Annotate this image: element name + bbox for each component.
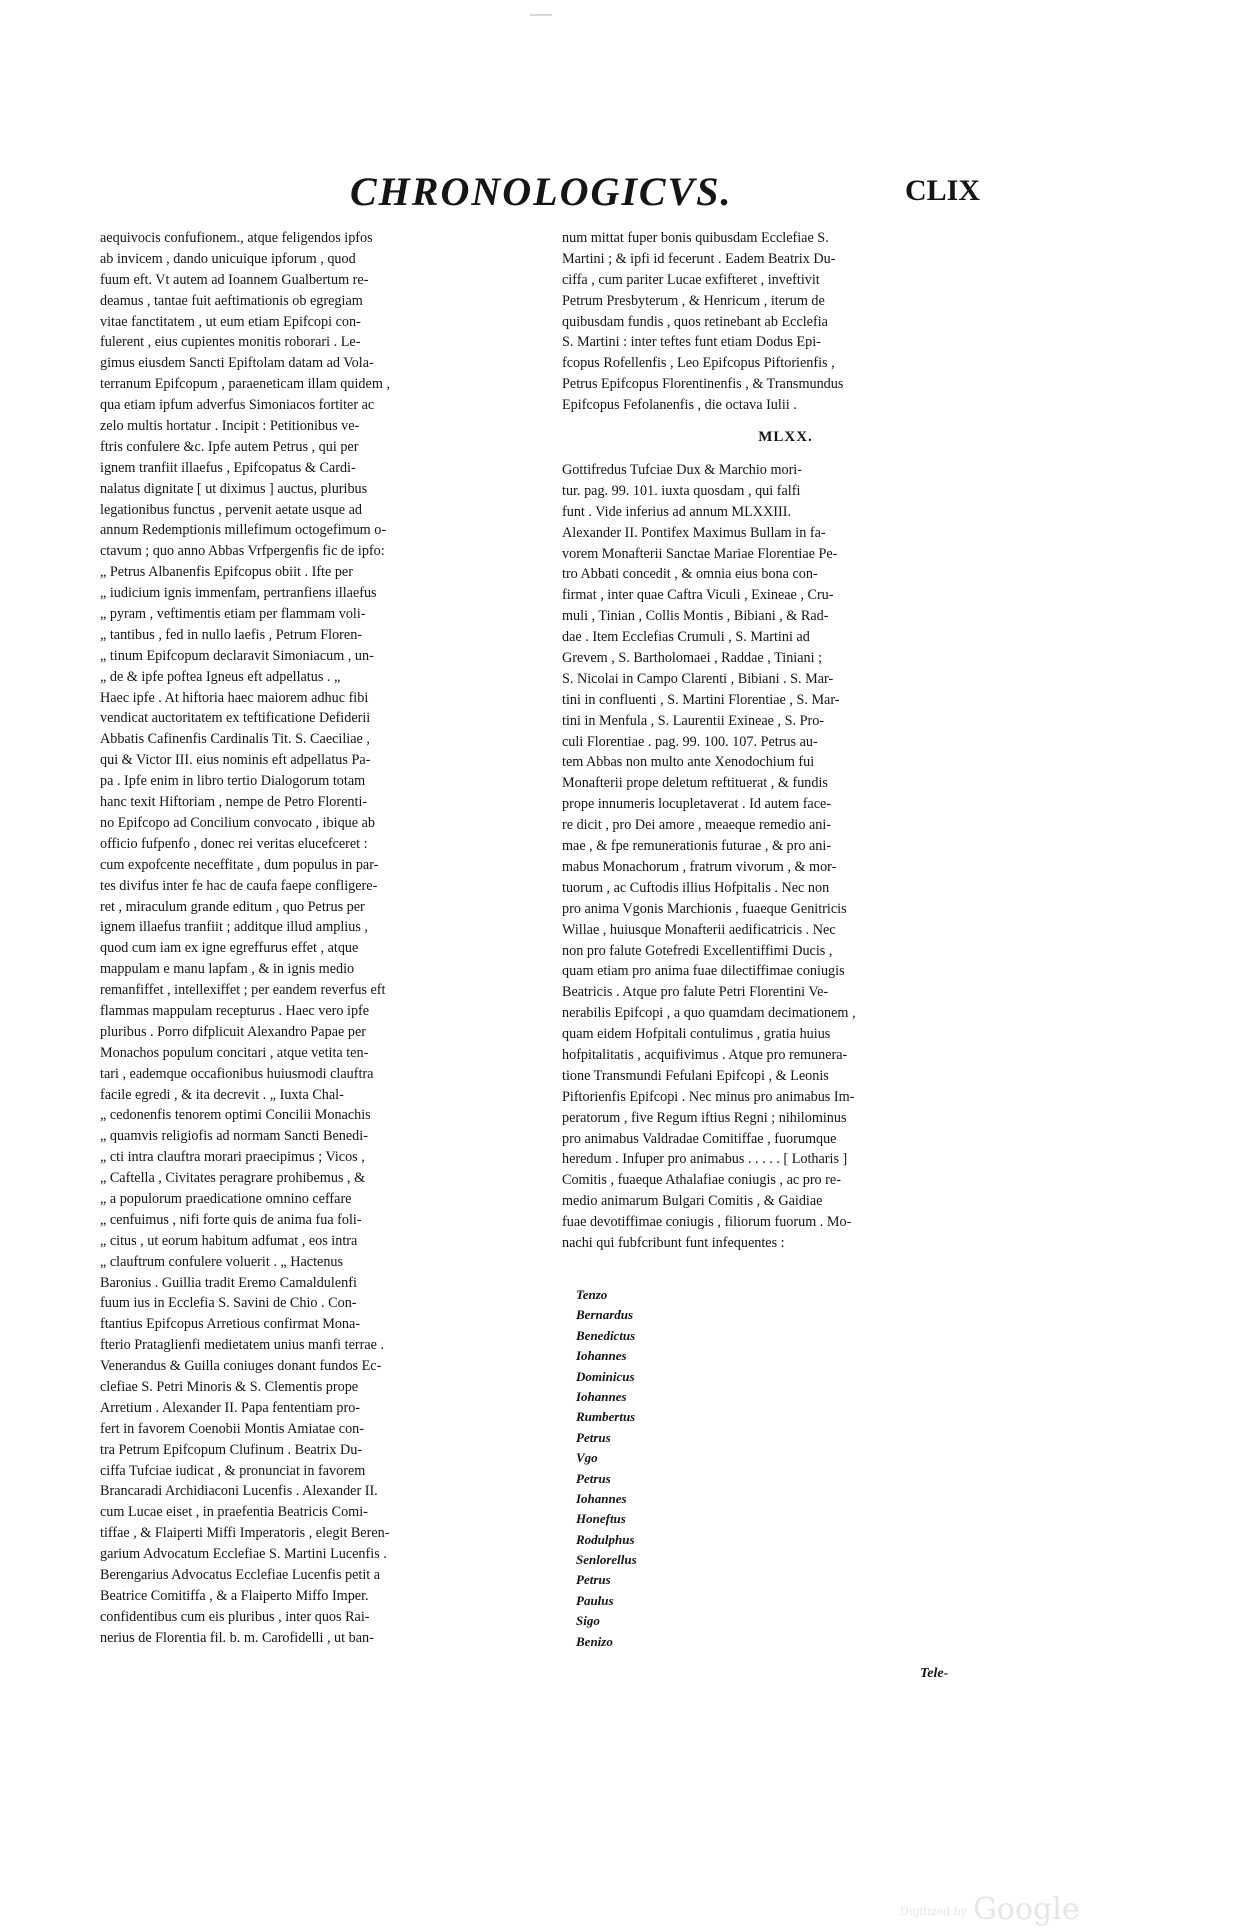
text-line: annum Redemptionis millefimum octogefimum o- xyxy=(100,522,387,539)
text-line: „ iudicium ignis immenfam, pertranfiens illaefus xyxy=(100,585,377,602)
text-line: tini in confluenti , S. Martini Florentiae , S. Mar- xyxy=(562,691,840,708)
text-line: Beatrice Comitiffa , & a Flaiperto Miffo Imper. xyxy=(100,1587,369,1604)
text-line: tes divifus inter fe hac de caufa faepe confligere- xyxy=(100,877,378,894)
text-line: clefiae S. Petri Minoris & S. Clementis prope xyxy=(100,1378,359,1395)
text-line: fulerent , eius cupientes monitis roborari . Le- xyxy=(100,334,361,351)
text-line: quam eidem Hofpitali contulimus , gratia huius xyxy=(562,1026,831,1043)
text-line: ciffa Tufciae iudicat , & pronunciat in favorem xyxy=(100,1462,366,1479)
text-line: culi Florentiae . pag. 99. 100. 107. Petrus au- xyxy=(562,733,818,750)
subscriber-name: Dominicus xyxy=(576,1368,635,1384)
watermark-prefix: Digitized by xyxy=(900,1904,967,1918)
text-line: vitae fanctitatem , ut eum etiam Epifcopi con- xyxy=(100,313,361,330)
text-line: Petrus Epifcopus Florentinenfis , & Transmundus xyxy=(562,376,844,393)
text-line: re dicit , pro Dei amore , meaeque remedio ani- xyxy=(562,817,832,834)
text-line: qui & Victor III. eius nominis eft adpellatus Pa- xyxy=(100,752,371,769)
text-line: Monachos populum concitari , atque vetita ten- xyxy=(100,1044,369,1061)
right-column-top xyxy=(562,228,1009,416)
right-column xyxy=(562,228,1009,1254)
text-line: tiffae , & Flaiperti Miffi Imperatoris , elegit Beren- xyxy=(100,1525,390,1542)
text-line: „ pyram , veftimentis etiam per flammam voli- xyxy=(100,606,366,623)
text-line: Martini ; & ipfi id fecerunt . Eadem Beatrix Du- xyxy=(562,250,836,267)
text-line: Haec ipfe . At hiftoria haec maiorem adhuc fibi xyxy=(100,689,369,706)
subscriber-name: Rumbertus xyxy=(576,1409,636,1425)
text-line: funt . Vide inferius ad annum MLXXIII. xyxy=(562,503,791,520)
text-line: „ citus , ut eorum habitum adfumat , eos intra xyxy=(100,1232,358,1249)
watermark-brand: Google xyxy=(972,1892,1080,1927)
subscriber-name: Paulus xyxy=(576,1592,614,1608)
text-line: mappulam e manu lapfam , & in ignis medio xyxy=(100,961,355,978)
text-line: tro Abbati concedit , & omnia eius bona con- xyxy=(562,566,818,583)
text-line: Beatricis . Atque pro falute Petri Florentini Ve- xyxy=(562,984,829,1001)
text-line: nachi qui fubfcribunt funt infequentes : xyxy=(562,1234,785,1251)
subscriber-name: Bernardus xyxy=(576,1307,634,1323)
text-line: Piftorienfis Epifcopi . Nec minus pro animabus Im- xyxy=(562,1088,855,1105)
google-watermark xyxy=(900,1892,1080,1927)
text-line: fterio Prataglienfi medietatem unius manfi terrae . xyxy=(100,1337,385,1354)
text-line: ftantius Epifcopus Arretious confirmat Mona- xyxy=(100,1316,361,1333)
text-line: tari , eademque occafionibus huiusmodi clauftra xyxy=(100,1065,374,1082)
text-line: tione Transmundi Fefulani Epifcopi , & Leonis xyxy=(562,1067,829,1084)
subscriber-name: Senlorellus xyxy=(576,1552,637,1568)
text-line: deamus , tantae fuit aeftimationis ob egregiam xyxy=(100,292,363,309)
page-number: CLIX xyxy=(905,174,981,207)
right-column-body xyxy=(562,460,1009,1254)
text-line: peratorum , five Regum iftius Regni ; nihilominus xyxy=(562,1109,847,1126)
left-column xyxy=(100,228,518,1649)
text-line: pro anima Vgonis Marchionis , fuaeque Genitricis xyxy=(562,900,847,917)
text-line: garium Advocatum Ecclefiae S. Martini Lucenfis . xyxy=(100,1546,387,1563)
text-line: fuum ius in Ecclefia S. Savini de Chio . Con- xyxy=(100,1295,357,1312)
text-line: quibusdam fundis , quos retinebant ab Ecclefia xyxy=(562,313,828,330)
text-line: Baronius . Guillia tradit Eremo Camaldulenfi xyxy=(100,1274,357,1291)
subscriber-name: Petrus xyxy=(576,1429,611,1445)
scan-mark xyxy=(530,14,552,16)
text-line: dae . Item Ecclefias Crumuli , S. Martini ad xyxy=(562,629,810,646)
text-line: Alexander II. Pontifex Maximus Bullam in fa- xyxy=(562,524,826,541)
text-line: fuae devotiffimae coniugis , filiorum fuorum . Mo- xyxy=(562,1214,852,1231)
text-line: cum Lucae eiset , in praefentia Beatricis Comi- xyxy=(100,1504,368,1521)
text-line: ctavum ; quo anno Abbas Vrfpergenfis fic de ipfo: xyxy=(100,543,385,560)
text-line: „ Caftella , Civitates peragrare prohibemus , & xyxy=(100,1170,366,1187)
subscriber-name: Sigo xyxy=(576,1613,600,1629)
text-line: no Epifcopo ad Concilium convocato , ibique ab xyxy=(100,814,376,831)
text-line: pro animabus Valdradae Comitiffae , fuorumque xyxy=(562,1130,837,1147)
text-line: „ quamvis religiofis ad normam Sancti Benedi- xyxy=(100,1128,368,1145)
subscriber-name: Iohannes xyxy=(576,1490,627,1506)
text-line: fuum eft. Vt autem ad Ioannem Gualbertum re- xyxy=(100,271,369,288)
text-line: gimus eiusdem Sancti Epiftolam datam ad Vola- xyxy=(100,355,374,372)
text-line: cum expofcente neceffitate , dum populus in par- xyxy=(100,856,379,873)
text-line: vorem Monafterii Sanctae Mariae Florentiae Pe- xyxy=(562,545,838,562)
text-line: tini in Menfula , S. Laurentii Exineae , S. Pro- xyxy=(562,712,825,729)
text-line: quod cum iam ex igne egreffurus effet , atque xyxy=(100,940,359,957)
text-line: pluribus . Porro difplicuit Alexandro Papae per xyxy=(100,1023,366,1040)
text-line: „ a populorum praedicatione omnino ceffare xyxy=(100,1190,352,1207)
subscriber-name: Rodulphus xyxy=(576,1531,635,1547)
subscriber-name: Petrus xyxy=(576,1470,611,1486)
text-line: Willae , huiusque Monafterii aedificatricis . Nec xyxy=(562,921,836,938)
text-line: non pro falute Gotefredi Excellentiffimi Ducis , xyxy=(562,942,833,959)
catchword: Tele- xyxy=(920,1666,949,1681)
text-line: Comitis , fuaeque Athalafiae coniugis , ac pro re- xyxy=(562,1172,841,1189)
text-line: mae , & fpe remunerationis futurae , & pro ani- xyxy=(562,838,832,855)
text-line: quam etiam pro anima fuae dilectiffimae coniugis xyxy=(562,963,845,980)
text-line: officio fufpenfo , donec rei veritas elucefceret : xyxy=(100,835,368,852)
text-line: ignem illaefus tranfiit ; additque illud amplius , xyxy=(100,919,368,936)
subscriber-name: Honeftus xyxy=(576,1511,626,1527)
text-line: Abbatis Cafinenfis Cardinalis Tit. S. Caeciliae , xyxy=(100,731,370,748)
text-line: „ cedonenfis tenorem optimi Concilii Monachis xyxy=(100,1107,371,1124)
text-line: Arretium . Alexander II. Papa fententiam pro- xyxy=(100,1399,361,1416)
text-line: heredum . Infuper pro animabus . . . . . [ Lotharis ] xyxy=(562,1151,848,1168)
subscriber-name: Iohannes xyxy=(576,1348,627,1364)
year-heading: MLXX. xyxy=(758,429,813,446)
text-line: S. Martini : inter teftes funt etiam Dodus Epi- xyxy=(562,334,821,351)
text-line: „ Petrus Albanenfis Epifcopus obiit . Ifte per xyxy=(100,564,353,581)
text-line: ciffa , cum pariter Lucae exfifteret , inveftivit xyxy=(562,271,820,288)
text-line: „ tinum Epifcopum declaravit Simoniacum , un- xyxy=(100,647,374,664)
subscriber-name: Vgo xyxy=(576,1450,598,1466)
text-line: tem Abbas non multo ante Xenodochium fui xyxy=(562,754,815,771)
text-line: tuorum , ac Cuftodis illius Hofpitalis . Nec non xyxy=(562,879,830,896)
text-line: nerabilis Epifcopi , a quo quamdam decimationem , xyxy=(562,1005,856,1022)
text-line: „ cti intra clauftra morari praecipimus ; Vicos , xyxy=(100,1149,365,1166)
subscriber-list xyxy=(576,1285,776,1652)
text-line: nalatus dignitate [ ut diximus ] auctus, pluribus xyxy=(100,480,368,497)
text-line: tra Petrum Epifcopum Clufinum . Beatrix Du- xyxy=(100,1441,363,1458)
text-line: fert in favorem Coenobii Montis Amiatae con- xyxy=(100,1420,364,1437)
text-line: medio animarum Bulgari Comitis , & Gaidiae xyxy=(562,1193,823,1210)
text-line: confidentibus cum eis pluribus , inter quos Rai- xyxy=(100,1608,370,1625)
text-line: fcopus Rofellenfis , Leo Epifcopus Piftorienfis , xyxy=(562,355,835,372)
text-line: ret , miraculum grande editum , quo Petrus per xyxy=(100,898,365,915)
text-line: „ clauftrum confulere voluerit . „ Hactenus xyxy=(100,1253,344,1270)
text-line: tur. pag. 99. 101. iuxta quosdam , qui falfi xyxy=(562,482,801,499)
text-line: mabus Monachorum , fratrum vivorum , & mor- xyxy=(562,858,837,875)
text-line: muli , Tinian , Collis Montis , Bibiani , & Rad- xyxy=(562,608,829,625)
text-line: Venerandus & Guilla coniuges donant fundos Ec- xyxy=(100,1358,382,1375)
text-line: Berengarius Advocatus Ecclefiae Lucenfis petit a xyxy=(100,1567,381,1583)
subscriber-name: Tenzo xyxy=(576,1287,608,1302)
text-line: Grevem , S. Bartholomaei , Raddae , Tiniani ; xyxy=(562,650,823,667)
text-line: qua etiam ipfum adverfus Simoniacos fortiter ac xyxy=(100,397,375,414)
text-line: „ de & ipfe poftea Igneus eft adpellatus . „ xyxy=(100,668,341,685)
text-line: prope innumeris locupletaverat . Id autem face- xyxy=(562,796,832,813)
text-line: terranum Epifcopum , paraeneticam illam quidem , xyxy=(100,376,390,393)
text-line: Epifcopus Fefolanenfis , die octava Iulii . xyxy=(562,397,797,414)
text-line: S. Nicolai in Campo Clarenti , Bibiani . S. Mar- xyxy=(562,670,834,687)
text-line: remanfiffet , intellexiffet ; per eandem reverfus eft xyxy=(100,982,386,999)
text-line: Petrum Presbyterum , & Henricum , iterum de xyxy=(562,292,825,309)
text-line: hofpitalitatis , acquifivimus . Atque pro remunera- xyxy=(562,1046,848,1063)
text-line: aequivocis confufionem., atque feligendos ipfos xyxy=(100,230,373,246)
text-line: ab invicem , dando unicuique ipforum , quod xyxy=(100,250,356,267)
text-line: firmat , inter quae Caftra Viculi , Exineae , Cru- xyxy=(562,587,834,604)
text-line: „ cenfuimus , nifi forte quis de anima fua foli- xyxy=(100,1211,362,1228)
text-line: legationibus functus , pervenit aetate usque ad xyxy=(100,501,362,518)
text-line: pa . Ipfe enim in libro tertio Dialogorum totam xyxy=(100,773,366,790)
text-line: Brancaradi Archidiaconi Lucenfis . Alexander II. xyxy=(100,1483,378,1500)
text-line: zelo multis hortatur . Incipit : Petitionibus ve- xyxy=(100,418,360,435)
text-line: facile egredi , & ita decrevit . „ Iuxta Chal- xyxy=(100,1086,344,1103)
subscriber-name: Benizo xyxy=(576,1633,613,1649)
running-title: CHRONOLOGICVS. xyxy=(350,169,733,214)
text-line: flammas mappulam recepturus . Haec vero ipfe xyxy=(100,1002,370,1019)
text-line: „ tantibus , fed in nullo laefis , Petrum Floren- xyxy=(100,626,363,643)
subscriber-name: Petrus xyxy=(576,1572,611,1588)
text-line: ftris confulere &c. Ipfe autem Petrus , qui per xyxy=(100,438,359,455)
text-line: ignem tranfiit illaefus , Epifcopatus & Cardi- xyxy=(100,459,356,476)
text-line: hanc texit Hiftoriam , nempe de Petro Florenti- xyxy=(100,794,368,811)
text-line: nerius de Florentia fil. b. m. Carofidelli , ut ban- xyxy=(100,1629,374,1646)
text-line: Monafterii prope deletum reftituerat , & fundis xyxy=(562,775,828,792)
text-line: num mittat fuper bonis quibusdam Ecclefiae S. xyxy=(562,230,829,246)
subscriber-name: Benedictus xyxy=(576,1327,636,1343)
subscriber-name: Iohannes xyxy=(576,1388,627,1404)
text-line: Gottifredus Tufciae Dux & Marchio mori- xyxy=(562,462,802,479)
text-line: vendicat auctoritatem ex teftificatione Defiderii xyxy=(100,710,371,727)
